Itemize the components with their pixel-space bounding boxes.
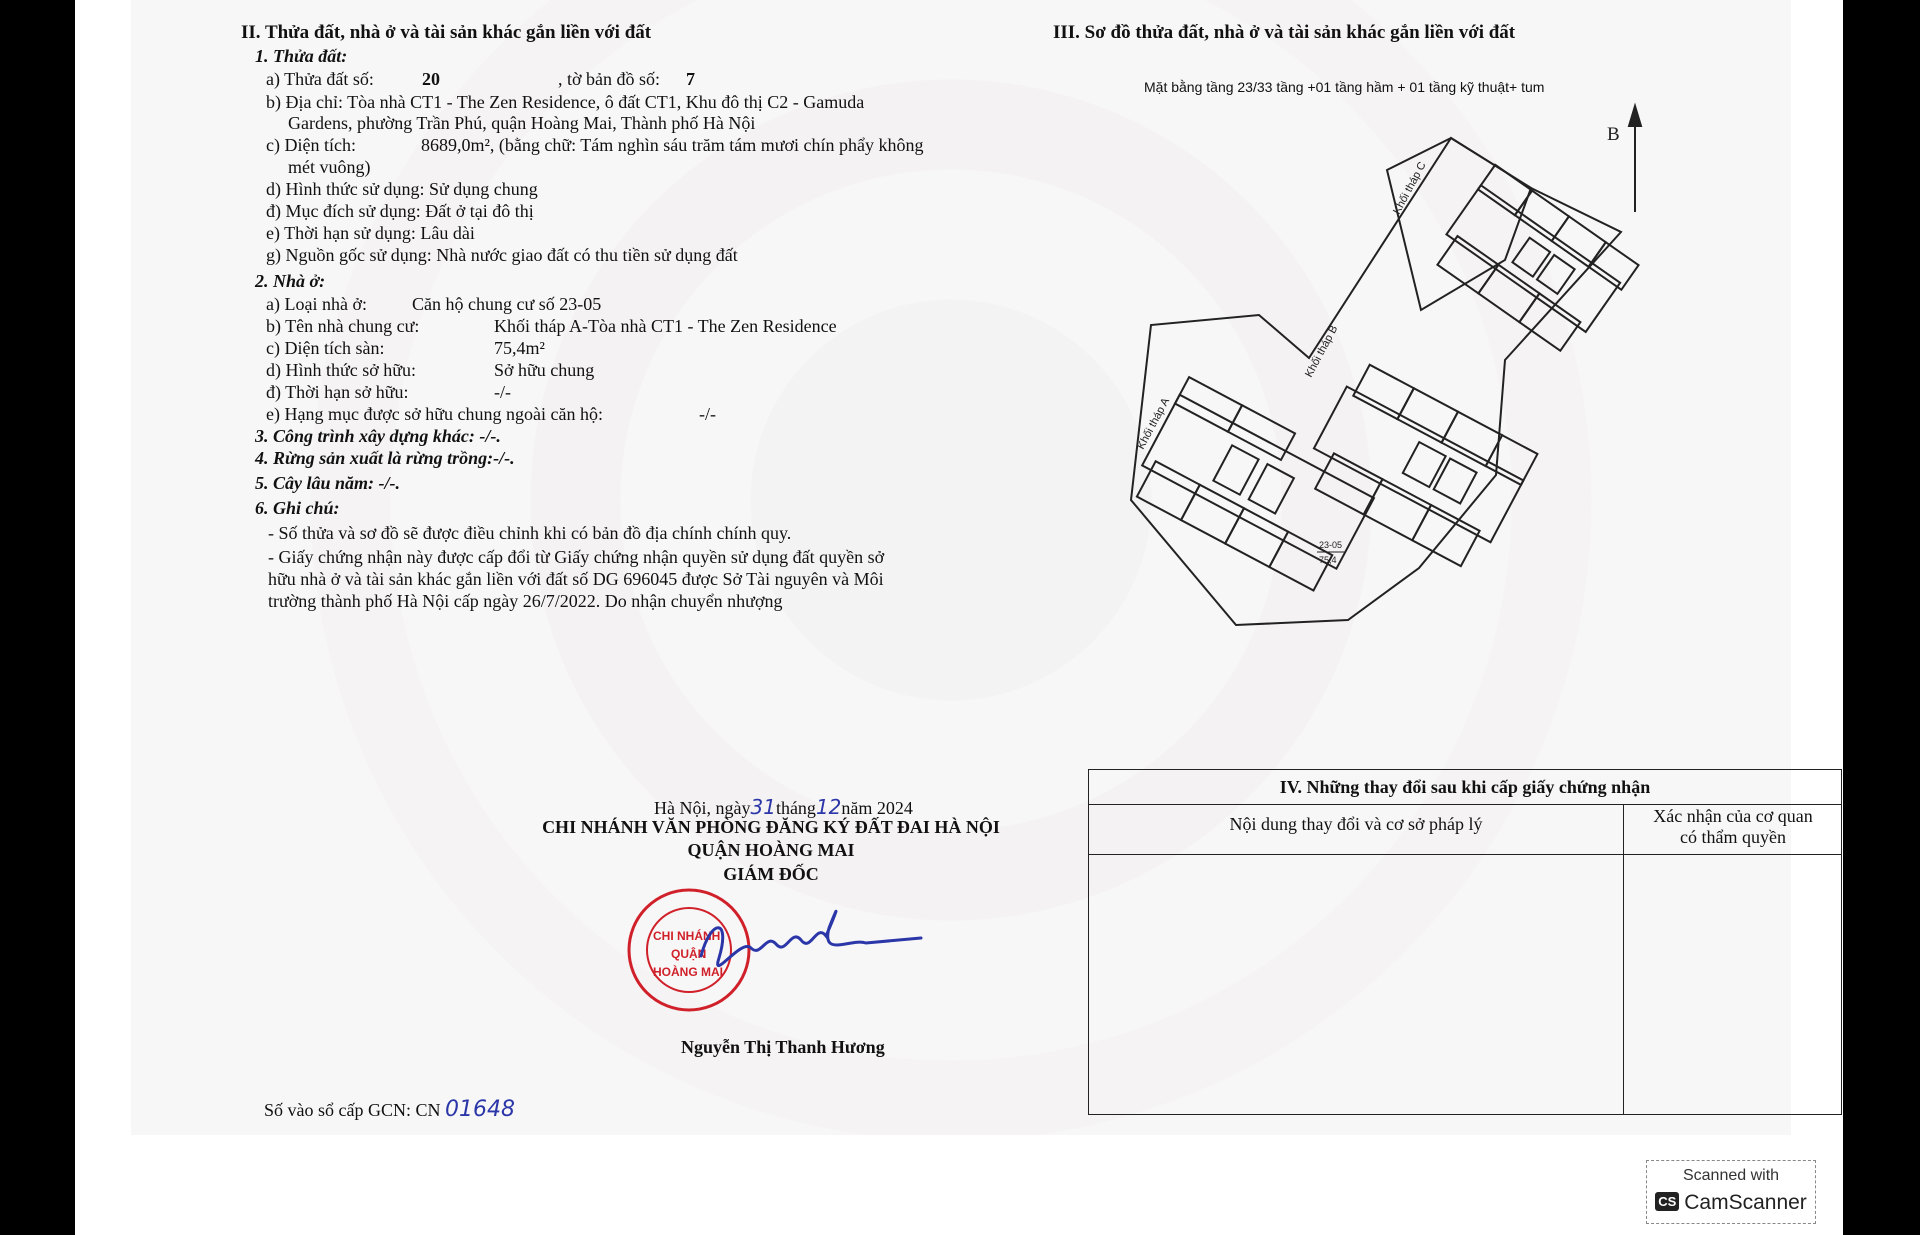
- section-1-heading: 1. Thửa đất:: [255, 46, 348, 66]
- use-purpose: đ) Mục đích sử dụng: Đất ở tại đô thị: [266, 201, 534, 221]
- signer-title: GIÁM ĐỐC: [723, 864, 819, 884]
- registry-number: [264, 1099, 515, 1121]
- signer-name: Nguyễn Thị Thanh Hương: [681, 1037, 885, 1057]
- section-3: 3. Công trình xây dựng khác: -/-.: [255, 426, 501, 446]
- tower-c-block: [1429, 165, 1638, 360]
- section-4: 4. Rừng sản xuất là rừng trồng:-/-.: [255, 448, 515, 468]
- ownership-form-label: d) Hình thức sở hữu:: [266, 360, 417, 380]
- official-stamp-and-signature: [591, 878, 991, 1038]
- changes-table-title: IV. Những thay đổi sau khi cấp giấy chứng nhận: [1089, 770, 1841, 805]
- floor-plan-caption: Mặt bằng tầng 23/33 tầng +01 tầng hầm + 01 tầng kỹ thuật+ tum: [1144, 79, 1545, 95]
- date-year: năm 2024: [841, 798, 913, 818]
- stamp-line-2: QUẬN: [671, 947, 707, 961]
- section-2-heading: 2. Nhà ở:: [255, 271, 326, 291]
- tower-c-spine: [1387, 138, 1531, 310]
- address-line-2: Gardens, phường Trần Phú, quận Hoàng Mai, Thành phố Hà Nội: [288, 113, 756, 133]
- area-value: 8689,0m², (bằng chữ: Tám nghìn sáu trăm tám mươi chín phẩy không: [421, 135, 924, 155]
- house-type-label: a) Loại nhà ở:: [266, 294, 367, 314]
- use-term: e) Thời hạn sử dụng: Lâu dài: [266, 223, 475, 243]
- area-label: c) Diện tích:: [266, 135, 356, 155]
- parcel-number-value: 20: [422, 69, 440, 89]
- floor-area-label: c) Diện tích sàn:: [266, 338, 385, 358]
- section-iii-heading: III. Sơ đồ thửa đất, nhà ở và tài sản khác gắn liền với đất: [1053, 22, 1516, 43]
- issuing-office: CHI NHÁNH VĂN PHÒNG ĐĂNG KÝ ĐẤT ĐAI HÀ NỘI: [542, 817, 1000, 837]
- floor-plan-diagram: [1091, 100, 1651, 640]
- issue-date: [654, 797, 913, 819]
- ownership-form-value: Sở hữu chung: [494, 360, 595, 380]
- ownership-term-label: đ) Thời hạn sở hữu:: [266, 382, 409, 402]
- section-6-heading: 6. Ghi chú:: [255, 498, 340, 518]
- note-2-line-1: - Giấy chứng nhận này được cấp đổi từ Giấy chứng nhận quyền sử dụng đất quyền sở: [268, 547, 885, 567]
- tower-c-label: Khối tháp C: [1391, 160, 1429, 217]
- registry-label: Số vào sổ cấp GCN: CN: [264, 1100, 441, 1120]
- registry-value: 01648: [445, 1097, 515, 1122]
- building-name-label: b) Tên nhà chung cư:: [266, 316, 420, 336]
- parcel-number-label: a) Thửa đất số:: [266, 69, 374, 89]
- red-stamp: [629, 890, 749, 1010]
- camscanner-watermark: [1646, 1160, 1816, 1224]
- building-name-value: Khối tháp A-Tòa nhà CT1 - The Zen Residence: [494, 316, 837, 336]
- unit-code-label: 23-05: [1319, 540, 1343, 550]
- ownership-term-value: -/-: [494, 382, 511, 402]
- note-2-line-2: hữu nhà ở và tài sản khác gắn liền với đất số DG 696045 được Sở Tài nguyên và Môi: [268, 569, 884, 589]
- map-sheet-label: , tờ bản đồ số:: [558, 69, 661, 89]
- scanned-document-page: [75, 0, 1843, 1235]
- date-month: 12: [815, 795, 842, 819]
- common-items-value: -/-: [699, 404, 716, 424]
- certificate-sheet: [131, 0, 1813, 1135]
- camscanner-brand: [1647, 1191, 1815, 1215]
- north-arrow-head: [1629, 106, 1641, 126]
- map-sheet-value: 7: [686, 69, 695, 89]
- area-value-line-2: mét vuông): [288, 157, 371, 177]
- stamp-line-1: CHI NHÁNH: [653, 929, 721, 943]
- changes-table-header-row: [1089, 804, 1841, 855]
- section-5: 5. Cây lâu năm: -/-.: [255, 473, 401, 493]
- camscanner-name: CamScanner: [1684, 1191, 1807, 1214]
- address-line-1: b) Địa chỉ: Tòa nhà CT1 - The Zen Residence, ô đất CT1, Khu đô thị C2 - Gamuda: [266, 92, 865, 112]
- house-type-value: Căn hộ chung cư số 23-05: [412, 294, 602, 314]
- unit-area-label: 75,4: [1319, 555, 1337, 565]
- note-2-line-3: trường thành phố Hà Nội cấp ngày 26/7/2022. Do nhận chuyển nhượng: [268, 591, 783, 611]
- use-form: d) Hình thức sử dụng: Sử dụng chung: [266, 179, 538, 199]
- issuing-district: QUẬN HOÀNG MAI: [687, 840, 855, 860]
- changes-table: [1088, 769, 1842, 1115]
- date-prefix: Hà Nội, ngày: [654, 798, 751, 818]
- floor-area-value: 75,4m²: [494, 338, 545, 358]
- camscanner-logo-icon: CS: [1655, 1192, 1679, 1211]
- stamp-line-3: HOÀNG MAI: [653, 965, 723, 979]
- tower-a-label: Khối tháp A: [1135, 396, 1173, 452]
- date-day: 31: [750, 795, 776, 819]
- north-label: B: [1607, 124, 1620, 145]
- note-1: - Số thửa và sơ đồ sẽ được điều chỉnh khi có bản đồ địa chính chính quy.: [268, 523, 792, 543]
- table-column-divider: [1623, 804, 1624, 1114]
- column-header-confirmation: [1625, 806, 1841, 848]
- confirmation-header-line-1: Xác nhận của cơ quan: [1653, 806, 1813, 826]
- handwritten-signature: [701, 911, 921, 965]
- column-header-changes: Nội dung thay đổi và cơ sở pháp lý: [1229, 814, 1483, 834]
- date-month-label: tháng: [775, 798, 816, 818]
- common-items-label: e) Hạng mục được sở hữu chung ngoài căn hộ:: [266, 404, 603, 424]
- scanned-with-text: Scanned with: [1682, 1167, 1780, 1184]
- tower-b-label: Khối tháp B: [1303, 323, 1341, 380]
- confirmation-header-line-2: có thẩm quyền: [1680, 827, 1786, 847]
- plot-boundary: [1131, 138, 1621, 625]
- use-origin: g) Nguồn gốc sử dụng: Nhà nước giao đất có thu tiền sử dụng đất: [266, 245, 738, 265]
- section-ii-heading: II. Thửa đất, nhà ở và tài sản khác gắn liền với đất: [241, 22, 652, 43]
